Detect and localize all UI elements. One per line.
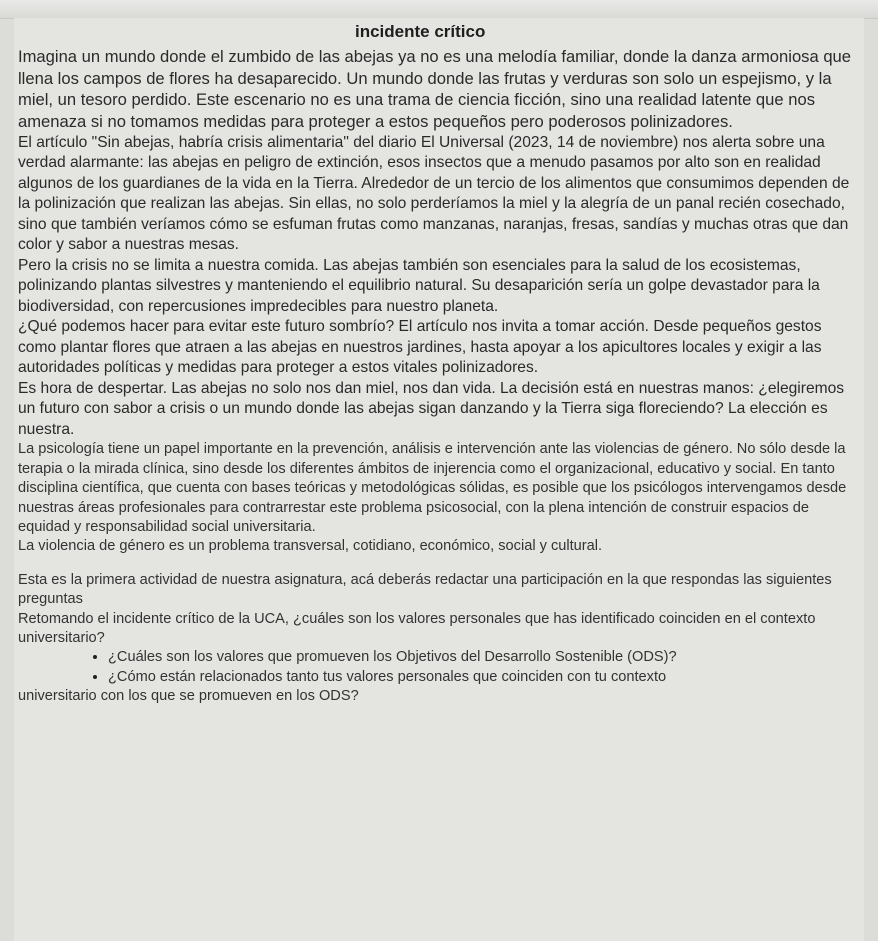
paragraph-psychology: La psicología tiene un papel importante en la prevención, análisis e intervención ante las violencias de género. No sólo desde la terapia o la mirada clínica, sino desde los diferentes ámbitos de injerencia como el organizacional, educativo y social. En tanto disciplina científica, que cuenta con bases teóricas y metodológicas sólidas, es posible que los psicólogos intervengamos desde nuestras áreas profesionales para contrarrestar este problema psicosocial, con la plena intención de construir espacios de equidad y responsabilidad social universitaria.: [18, 441, 847, 535]
question-item: • ¿Cómo están relacionados tanto tus valores personales que coinciden con tu contexto: [108, 668, 858, 687]
paragraph-ecosystems: Pero la crisis no se limita a nuestra comida. Las abejas también son esenciales para la salud de los ecosistemas, polinizando plantas silvestres y manteniendo el equilibrio natural. Su desaparición sería un golpe devastador para la biodiversidad, con repercusiones impredecibles para nuestro planeta.: [18, 256, 820, 315]
paragraph-gender-violence: La violencia de género es un problema transversal, cotidiano, económico, social y cultural.: [18, 538, 603, 555]
spacer: [18, 557, 858, 571]
question-list: [18, 648, 858, 687]
paragraph-intro: Imagina un mundo donde el zumbido de las abejas ya no es una melodía familiar, donde la danza armoniosa que llena los campos de flores ha desaparecido. Un mundo donde las frutas y verduras son solo un espejismo, y la miel, un tesoro perdido. Este escenario no es una trama de ciencia ficción, sino una realidad latente que nos amenaza si no tomamos medidas para proteger a estos pequeños pero poderosos polinizadores.: [18, 47, 852, 132]
paragraph-action: ¿Qué podemos hacer para evitar este futuro sombrío? El artículo nos invita a tomar acción. Desde pequeños gestos como plantar flores que atraen a las abejas en nuestros jardines, hasta apoyar a los apicultores locales y exigir a las autoridades políticas y medidas para proteger a estos vitales polinizadores.: [18, 318, 822, 377]
paragraph-awaken: Es hora de despertar. Las abejas no solo nos dan miel, nos dan vida. La decisión está en nuestras manos: ¿elegiremos un futuro con sabor a crisis o un mundo donde las abejas sigan danzando y la Tierra siga floreciendo? La elección es nuestra.: [18, 379, 845, 438]
document-body: [18, 46, 858, 707]
window-top-bar: [0, 0, 878, 19]
question-continuation: universitario con los que se promueven en los ODS?: [18, 688, 359, 705]
activity-prompt: Retomando el incidente crítico de la UCA, ¿cuáles son los valores personales que has identificado coinciden en el contexto universitario?: [18, 610, 816, 646]
question-item: • ¿Cuáles son los valores que promueven los Objetivos del Desarrollo Sostenible (ODS)?: [108, 648, 858, 667]
activity-intro: Esta es la primera actividad de nuestra asignatura, acá deberás redactar una participación en la que respondas las siguientes preguntas: [18, 571, 832, 608]
paragraph-article: El artículo "Sin abejas, habría crisis alimentaria" del diario El Universal (2023, 14 de noviembre) nos alerta sobre una verdad alarmante: las abejas en peligro de extinción, esos insectos que a menudo pasamos por alto son en realidad algunos de los guardianes de la vida en la Tierra. Alrededor de un tercio de los alimentos que consumimos dependen de la polinización que realizan las abejas. Sin ellas, no solo perderíamos la miel y la alegría de un panal recién cosechado, sino que también veríamos cómo se esfuman frutas como manzanas, naranjas, fresas, sandías y muchas otras que dan color y sabor a nuestras mesas.: [18, 133, 850, 254]
document-title: incidente crítico: [355, 22, 486, 41]
